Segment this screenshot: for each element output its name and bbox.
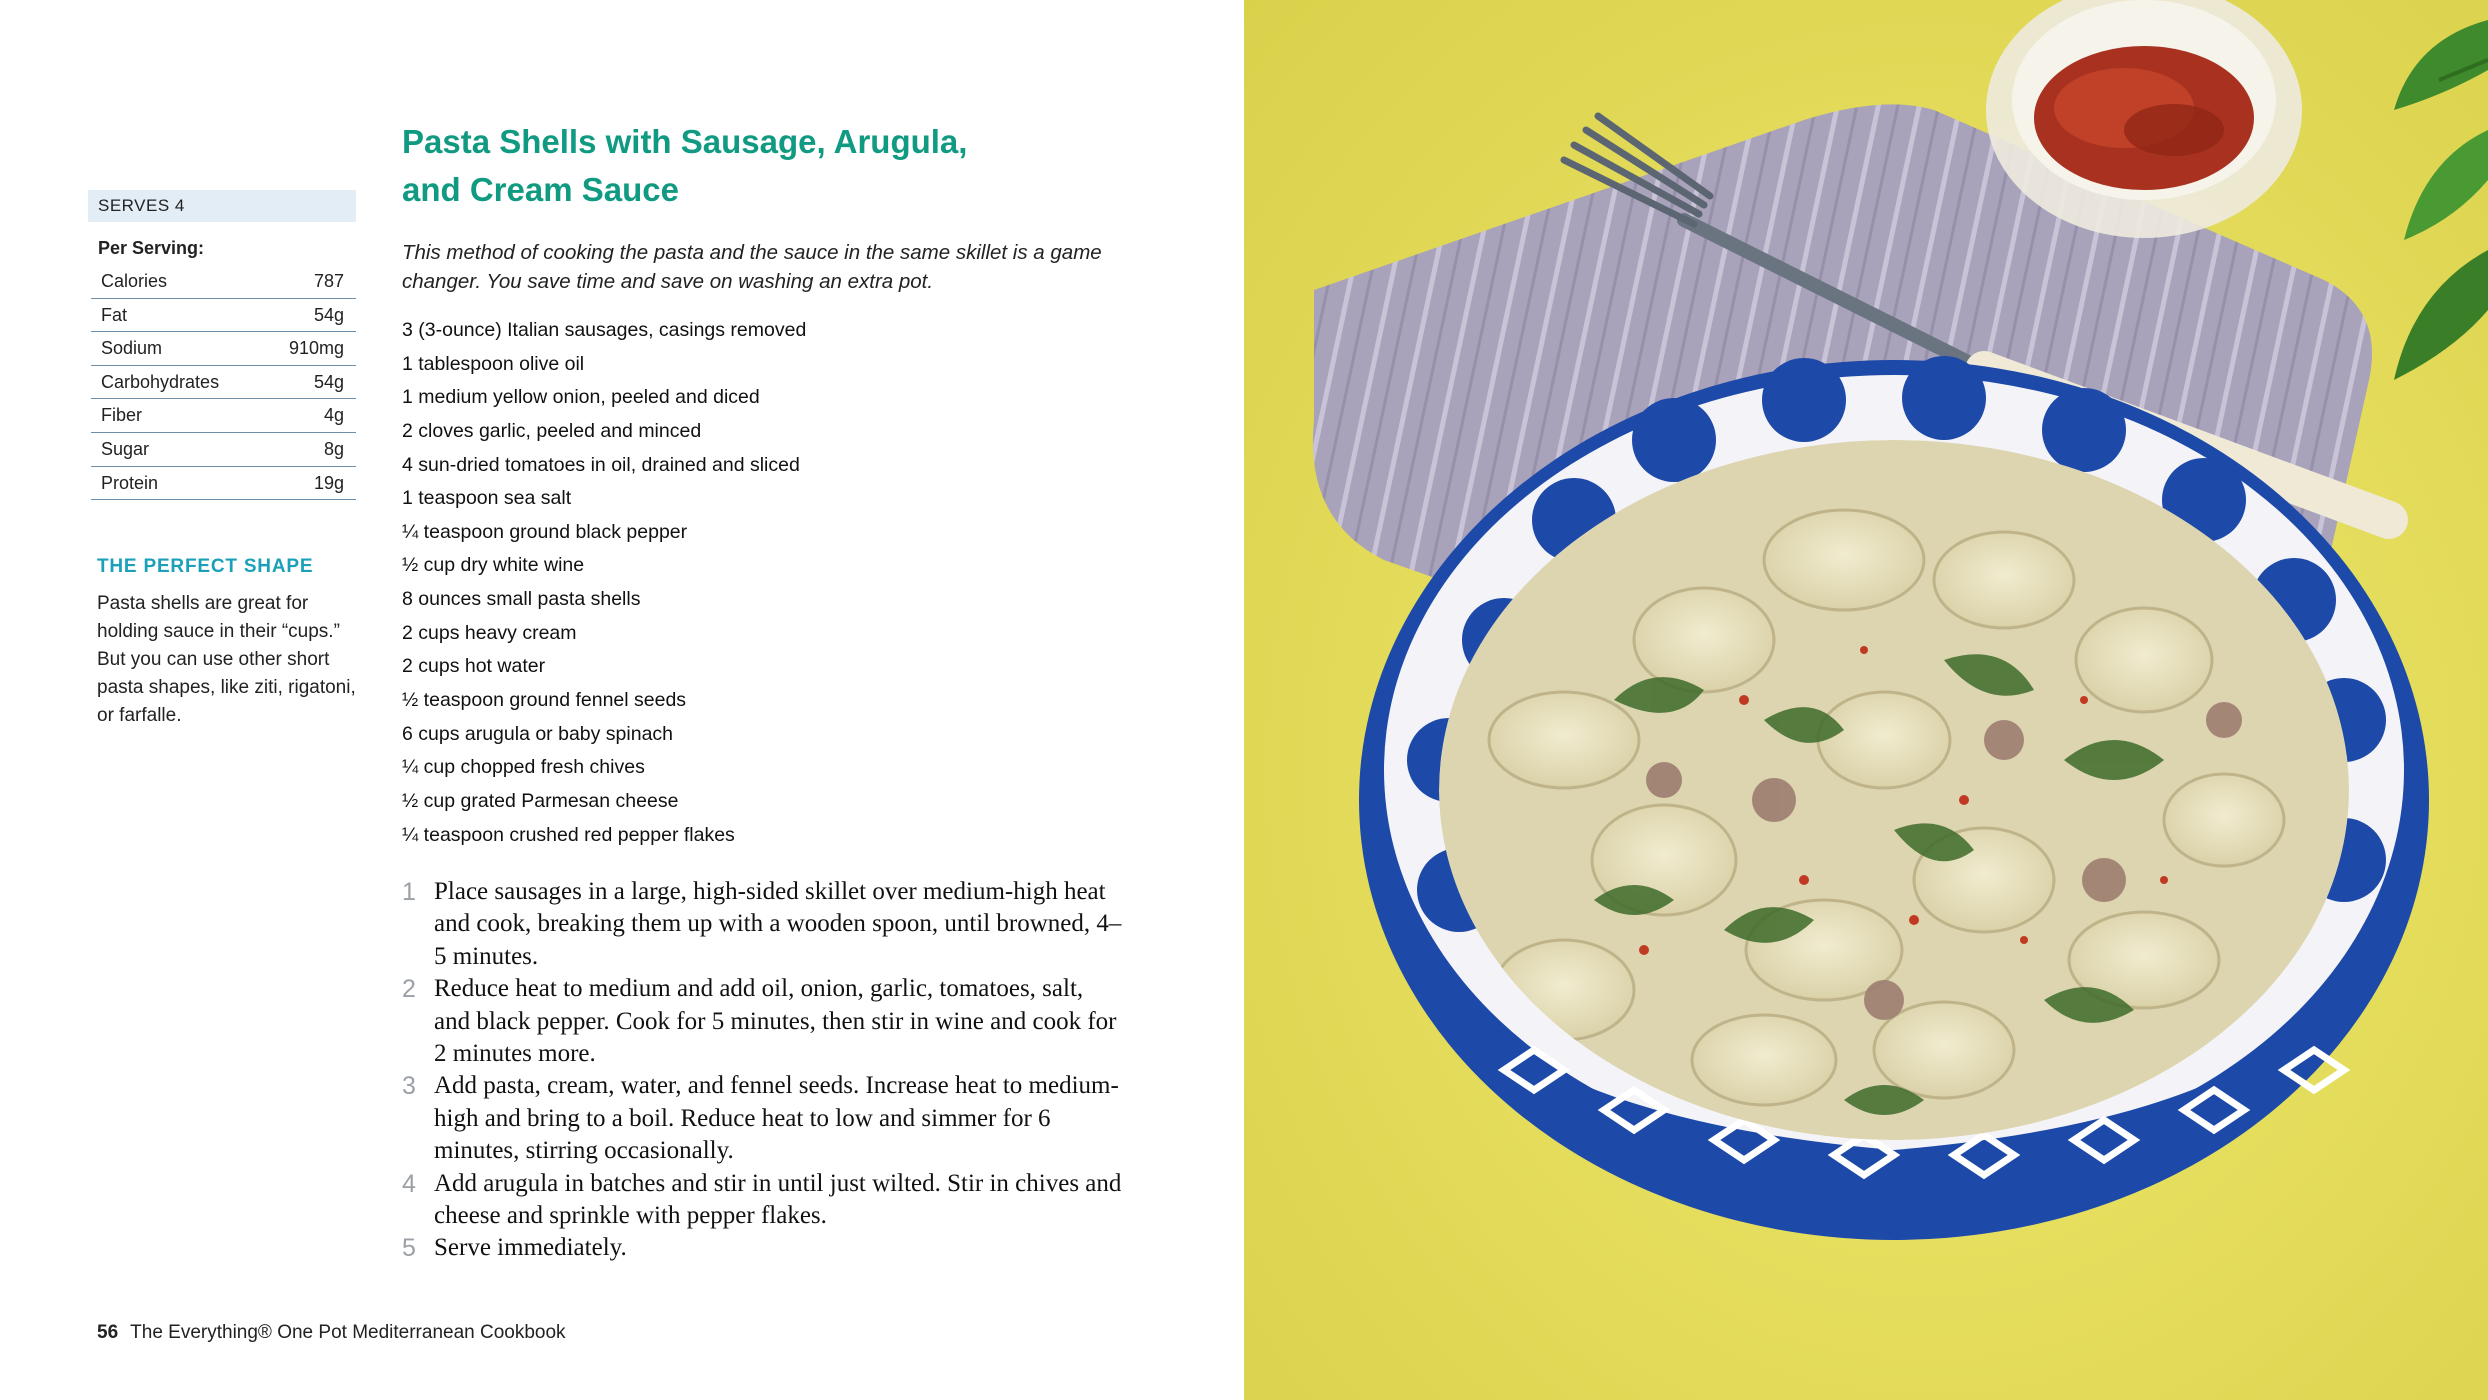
step-text: Add pasta, cream, water, and fennel seeds. Increase heat to medium-high and bring to a boil. Reduce heat to low and simmer for 6 minutes, stirring occasionally. xyxy=(434,1072,1119,1165)
instruction-step xyxy=(402,1232,1122,1264)
nutrition-value: 787 xyxy=(313,271,344,291)
dish-photo xyxy=(1244,0,2488,1400)
step-number: 2 xyxy=(402,975,416,1004)
ingredient-item: 1 medium yellow onion, peeled and diced xyxy=(402,386,760,409)
nutrition-row xyxy=(91,366,356,400)
ingredient-item: 2 cups hot water xyxy=(402,655,546,678)
step-number: 3 xyxy=(402,1072,416,1101)
ingredient-item: 2 cups heavy cream xyxy=(402,621,577,644)
tip-body: Pasta shells are great for holding sauce in their “cups.” But you can use other short pasta shapes, like ziti, rigatoni, or farfalle. xyxy=(97,593,356,726)
nutrition-row xyxy=(91,467,356,501)
step-number: 5 xyxy=(402,1234,416,1263)
step-number: 4 xyxy=(402,1169,416,1198)
instruction-list xyxy=(402,876,1122,1265)
step-text: Serve immediately. xyxy=(434,1234,627,1262)
nutrition-value: 4g xyxy=(323,405,344,426)
ingredient-item: ¼ cup chopped fresh chives xyxy=(402,756,645,779)
recipe-title xyxy=(402,118,1042,214)
nutrition-value: 54g xyxy=(313,304,344,325)
pasta-bowl-illustration xyxy=(1244,0,2488,1400)
ingredient-item: 6 cups arugula or baby spinach xyxy=(402,722,674,745)
step-number: 1 xyxy=(402,878,416,906)
instruction-step xyxy=(402,1070,1122,1167)
nutrition-row xyxy=(91,299,356,333)
nutrition-value: 19g xyxy=(313,472,344,493)
serves-label: SERVES 4 xyxy=(88,190,356,222)
ingredient-item: 1 tablespoon olive oil xyxy=(402,352,585,375)
nutrition-value: 54g xyxy=(313,371,344,392)
nutrition-panel xyxy=(88,190,356,500)
instruction-step xyxy=(402,1168,1122,1233)
nutrition-label: Calories xyxy=(101,271,168,291)
ingredient-item: 1 teaspoon sea salt xyxy=(402,487,572,510)
instruction-step xyxy=(402,973,1122,1070)
nutrition-row xyxy=(91,433,356,467)
pasta-contents xyxy=(1439,440,2349,1140)
step-text: Place sausages in a large, high-sided skillet over medium-high heat and cook, breaking them up with a wooden spoon, until browned, 4–5 minutes. xyxy=(434,878,1122,970)
nutrition-row xyxy=(91,332,356,366)
page-number: 56 xyxy=(97,1322,119,1343)
ingredient-item: ¼ teaspoon ground black pepper xyxy=(402,520,688,543)
tip-heading: THE PERFECT SHAPE xyxy=(97,556,314,577)
nutrition-row xyxy=(91,399,356,433)
nutrition-label: Fat xyxy=(101,304,128,325)
ingredient-item: 8 ounces small pasta shells xyxy=(402,588,641,611)
ingredient-item: ½ cup grated Parmesan cheese xyxy=(402,789,679,812)
ingredient-item: ¼ teaspoon crushed red pepper flakes xyxy=(402,823,735,846)
ingredient-item: 2 cloves garlic, peeled and minced xyxy=(402,419,702,442)
nutrition-row xyxy=(91,265,356,299)
recipe-title-line: Pasta Shells with Sausage, Arugula, xyxy=(402,123,968,160)
nutrition-label: Sugar xyxy=(101,438,150,459)
ingredient-item: ½ teaspoon ground fennel seeds xyxy=(402,689,687,712)
recipe-intro: This method of cooking the pasta and the sauce in the same skillet is a game changer. You save time and save on washing an extra pot. xyxy=(402,241,1102,293)
book-title: The Everything® One Pot Mediterranean Cookbook xyxy=(130,1322,566,1343)
nutrition-label: Fiber xyxy=(101,405,143,426)
nutrition-value: 8g xyxy=(323,438,344,459)
ingredient-list xyxy=(402,314,1122,852)
ingredient-item: 4 sun-dried tomatoes in oil, drained and sliced xyxy=(402,453,800,476)
recipe-title-line: and Cream Sauce xyxy=(402,171,679,208)
instruction-step xyxy=(402,876,1122,973)
ingredient-item: 3 (3-ounce) Italian sausages, casings removed xyxy=(402,319,807,341)
ingredient-item: ½ cup dry white wine xyxy=(402,554,585,577)
per-serving-heading: Per Serving: xyxy=(98,238,205,258)
nutrition-table xyxy=(88,265,356,500)
nutrition-label: Protein xyxy=(101,472,159,493)
nutrition-value: 910mg xyxy=(288,338,344,359)
step-text: Add arugula in batches and stir in until just wilted. Stir in chives and cheese and sprinkle with pepper flakes. xyxy=(434,1169,1122,1230)
nutrition-label: Sodium xyxy=(101,338,163,359)
nutrition-label: Carbohydrates xyxy=(101,371,220,392)
page-footer xyxy=(97,1322,566,1344)
step-text: Reduce heat to medium and add oil, onion, garlic, tomatoes, salt, and black pepper. Cook for 5 minutes, then stir in wine and cook for 2 minutes more. xyxy=(434,975,1117,1068)
